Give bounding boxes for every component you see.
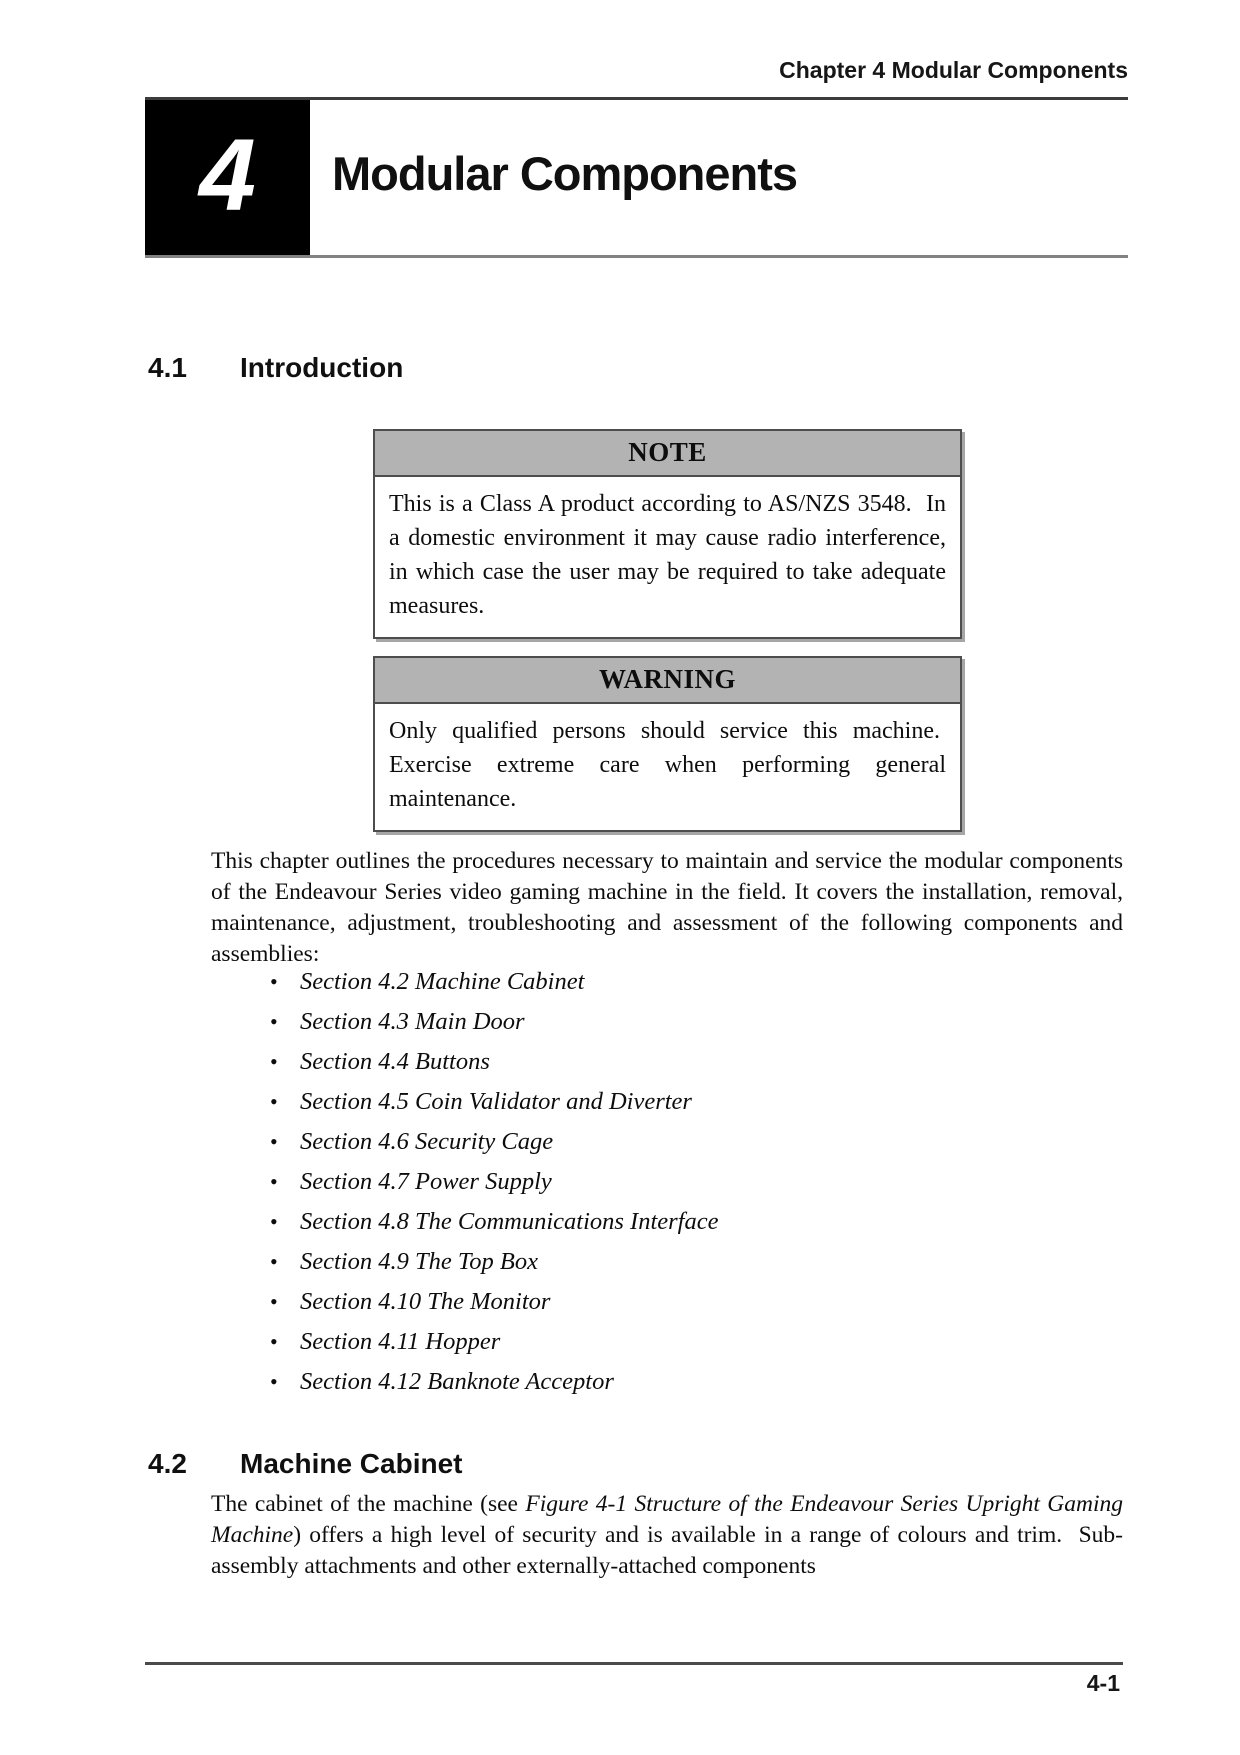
list-item (270, 1242, 718, 1282)
list-item (270, 1002, 718, 1042)
list-item (270, 1042, 718, 1082)
list-item-label: Section 4.4 Buttons (300, 1048, 490, 1075)
bullet-icon: • (270, 1289, 278, 1314)
list-item (270, 1122, 718, 1162)
list-item-label: Section 4.6 Security Cage (300, 1128, 554, 1155)
bullet-icon: • (270, 1169, 278, 1194)
warning-callout-header: WARNING (375, 658, 960, 704)
list-item-label: Section 4.9 The Top Box (300, 1248, 538, 1275)
list-item (270, 1082, 718, 1122)
warning-callout-body: Only qualified persons should service this machine. Exercise extreme care when performing general maintenance. (389, 718, 946, 812)
bullet-icon: • (270, 1129, 278, 1154)
note-callout-body: This is a Class A product according to AS/NZS 3548. In a domestic environment it may cause radio interference, in which case the user may be required to take adequate measures. (389, 491, 946, 619)
chapter-title: Modular Components (332, 147, 798, 200)
list-item-label: Section 4.3 Main Door (300, 1008, 525, 1035)
footer-rule (145, 1662, 1123, 1665)
note-callout (373, 429, 962, 639)
chapter-number-banner (145, 100, 310, 258)
cabinet-paragraph (211, 1489, 1123, 1582)
warning-callout (373, 656, 962, 832)
list-item-label: Section 4.5 Coin Validator and Diverter (300, 1088, 692, 1115)
list-item (270, 962, 718, 1002)
cabinet-paragraph-suffix: ) offers a high level of security and is available in a range of colours and trim. Sub-assembly attachments and other externally-attached components (211, 1522, 1123, 1579)
section-heading-introduction (148, 352, 403, 384)
section-title: Machine Cabinet (240, 1448, 463, 1479)
section-title: Introduction (240, 352, 404, 383)
figure-reference: Figure 4-1 Structure of the Endeavour Series Upright Gaming Machine (211, 1491, 1123, 1548)
section-heading-machine-cabinet (148, 1448, 462, 1480)
list-item (270, 1362, 718, 1402)
list-item (270, 1322, 718, 1362)
list-item (270, 1162, 718, 1202)
note-callout-header: NOTE (375, 431, 960, 477)
bullet-icon: • (270, 1089, 278, 1114)
list-item-label: Section 4.8 The Communications Interface (300, 1208, 719, 1235)
bullet-icon: • (270, 1369, 278, 1394)
list-item-label: Section 4.12 Banknote Acceptor (300, 1368, 614, 1395)
list-item-label: Section 4.7 Power Supply (300, 1168, 552, 1195)
intro-paragraph: This chapter outlines the procedures necessary to maintain and service the modular components of the Endeavour Series video gaming machine in the field. It covers the installation, removal, maintenance, adjustment, troubleshooting and assessment of the following components and assemblies: (211, 848, 1123, 967)
cabinet-paragraph-prefix: The cabinet of the machine (see (211, 1491, 526, 1517)
bullet-icon: • (270, 1329, 278, 1354)
running-header: Chapter 4 Modular Components (779, 57, 1128, 83)
chapter-number: 4 (199, 118, 256, 232)
list-item-label: Section 4.11 Hopper (300, 1328, 501, 1355)
list-item (270, 1282, 718, 1322)
section-number: 4.1 (148, 352, 187, 383)
bullet-icon: • (270, 969, 278, 994)
bullet-icon: • (270, 1249, 278, 1274)
chapter-title-rule (145, 255, 1128, 258)
list-item-label: Section 4.2 Machine Cabinet (300, 968, 585, 995)
bullet-icon: • (270, 1009, 278, 1034)
section-number: 4.2 (148, 1448, 187, 1479)
page-number: 4-1 (1086, 1670, 1120, 1696)
list-item-label: Section 4.10 The Monitor (300, 1288, 551, 1315)
section-bullet-list (270, 962, 718, 1402)
bullet-icon: • (270, 1049, 278, 1074)
list-item (270, 1202, 718, 1242)
bullet-icon: • (270, 1209, 278, 1234)
